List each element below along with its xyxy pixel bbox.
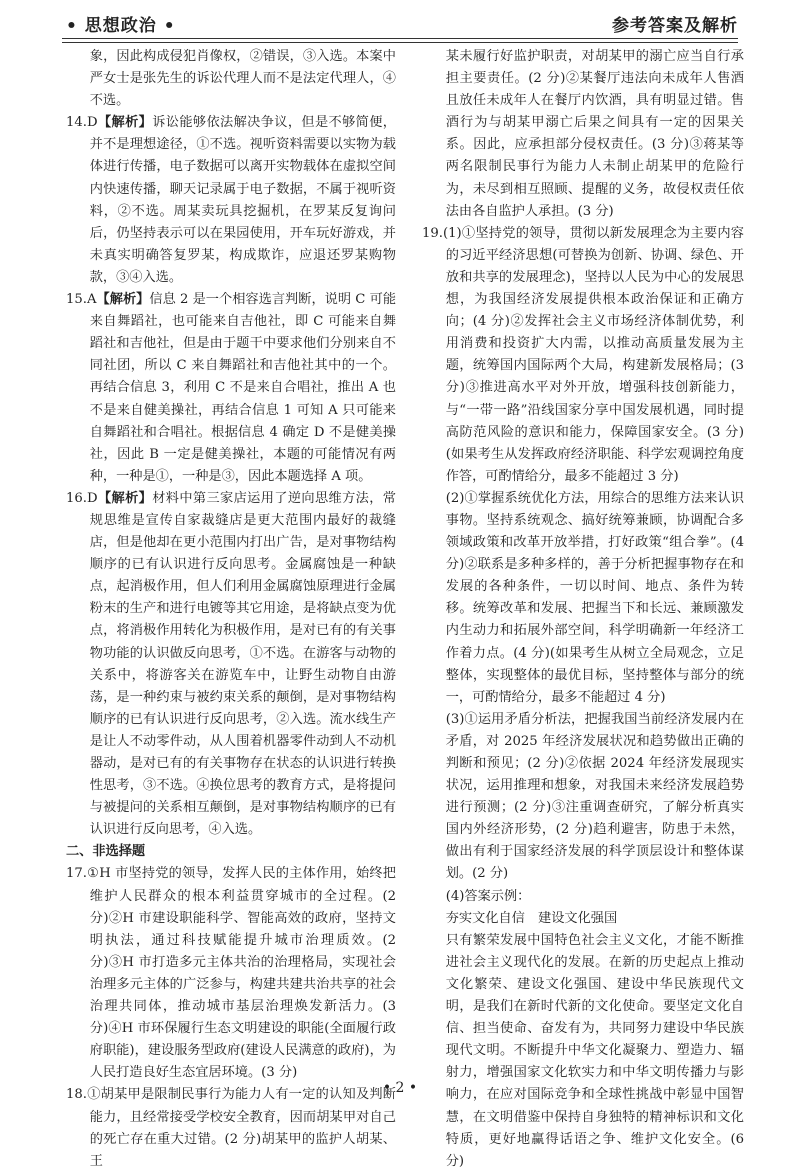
answer-15 bbox=[66, 289, 396, 488]
answer-19-part-4-label: (4)答案示例： bbox=[445, 888, 531, 904]
answer-text: ①H 市坚持党的领导，发挥人民的主体作用，始终把维护人民群众的根本利益贯穿城市的全过程。(2 分)②H 市建设职能科学、智能高效的政府，坚持文明执法，通过科技赋能提升城市治理质效。(2 分)③H 市打造多元主体共治的治理格局，实现社会治理多元主体的广泛参与，构建共建共治共享的社会治理共同体，推动城市基层治理焕发新活力。(3 分)④H 市环保履行生态文明建设的职能(全面履行政府职能)，建设服务型政府(建设人民满意的政府)，为人民打造良好生态宜居环境。(3 分) bbox=[86, 866, 396, 1081]
question-number: 14. bbox=[66, 115, 87, 131]
analysis-text: 信息 2 是一个相容选言判断，说明 C 可能来自舞蹈社，也可能来自吉他社，即 C 可能来自舞蹈社和吉他社，但是由于题干中要求他们分别来自不同社团，所以 C 来自舞蹈社和吉他社其中的一个。再结合信息 3，利用 C 不是来自合唱社，推出 A 也不是来自健美操社，再结合信息 1 可知 A 只可能来自舞蹈社和合唱社。根据信息 4 确定 D 不是健美操社，因此 B 一定是健美操社，本题的可能情况有两种，一种是①，一种是③，因此本题选择 A 项。 bbox=[89, 292, 397, 484]
header-rule-thin bbox=[62, 42, 738, 43]
question-number: 19. bbox=[422, 225, 443, 241]
answer-choice: D bbox=[86, 115, 98, 131]
question-number: 18. bbox=[66, 1087, 87, 1103]
right-column bbox=[422, 46, 744, 1173]
question-number: 16. bbox=[66, 490, 87, 506]
header-subject: • 思想政治 • bbox=[66, 16, 176, 36]
left-column bbox=[66, 46, 396, 1173]
answer-19-part-2: (2)①掌握系统优化方法，用综合的思维方法来认识事物。坚持系统观念、搞好统筹兼顾，协调配合多领域政策和改革开放举措，打好政策“组合拳”。(4 分)②联系是多种多样的，善于分析把握事物存在和发展的各种条件，一切以时间、地点、条件为转移。统筹改革和发展、把握当下和长远、兼顾激发内生动力和拓展外部空间，科学明确新一年经济工作着力点。(4 分)(如果考生从树立全局观念，立足整体，实现整体的最优目标，坚持整体与部分的统一，可酌情给分，最多不能超过 4 分) bbox=[445, 490, 744, 705]
answer-14 bbox=[66, 112, 396, 289]
answer-choice: A bbox=[86, 292, 97, 308]
answer-16 bbox=[66, 488, 396, 842]
answer-18-continued: 某未履行好监护职责，对胡某甲的溺亡应当自行承担主要责任。(2 分)②某餐厅违法向未成年人售酒且放任未成年人在餐厅内饮酒，具有明显过错。售酒行为与胡某甲溺亡后果之间具有一定的因果关系。因此，应承担部分侵权责任。(3 分)③蒋某等两名限制民事行为能力人未制止胡某甲的危险行为，未尽到相互照顾、提醒的义务，故侵权责任依法由各自监护人承担。(3 分) bbox=[445, 49, 744, 219]
analysis-tag: 【解析】 bbox=[97, 115, 153, 131]
answer-19-part-1 bbox=[422, 223, 744, 488]
answer-13-continued: 象，因此构成侵犯肖像权，②错误，③入选。本案中严女士是张先生的诉讼代理人而不是法定代理人，④不选。 bbox=[89, 49, 396, 109]
answer-17 bbox=[66, 863, 396, 1084]
section-heading: 二、非选择题 bbox=[66, 844, 146, 860]
answer-18 bbox=[66, 1084, 396, 1172]
header-title: 参考答案及解析 bbox=[612, 16, 738, 36]
page-number: • 2 • bbox=[382, 1080, 418, 1096]
header-rule-thick bbox=[62, 38, 738, 39]
analysis-tag: 【解析】 bbox=[96, 292, 150, 308]
answer-choice: D bbox=[86, 490, 98, 506]
analysis-text: 材料中第三家店运用了逆向思维方法，常规思维是宣传自家裁缝店是更大范围内最好的裁缝店，但是他却在更小范围内打出广告，是对事物结构顺序的已有认识进行反向思考。金属腐蚀是一种缺点，起消极作用，但人们利用金属腐蚀原理进行金属粉末的生产和进行电镀等其它用途，是将缺点变为优点，将消极作用转化为积极作用，是对已有的有关事物功能的认识做反向思考，①不选。在游客与动物的关系中，将游客关在游览车中，让野生动物自由游荡，是一种约束与被约束关系的颠倒，是对事物结构顺序的已有认识进行反向思考，②入选。流水线生产是让人不动零件动，从人围着机器零件动到人不动机器动，是对已有的有关事物存在状态的认识进行转换性思考，③不选。④换位思考的教育方式，是将提问与被提问的关系相互颠倒，是对事物结构顺序的已有认识进行反向思考，④入选。 bbox=[89, 490, 396, 838]
analysis-tag: 【解析】 bbox=[97, 490, 153, 506]
essay-title: 夯实文化自信 建设文化强国 bbox=[445, 910, 618, 926]
question-number: 15. bbox=[66, 292, 87, 308]
answer-text: (1)①坚持党的领导，贯彻以新发展理念为主要内容的习近平经济思想(可替换为创新、协调、绿色、开放和共享的发展理念)，坚持以人民为中心的发展思想，为我国经济发展提供根本政治保证和正确方向；(4 分)②发挥社会主义市场经济体制优势，利用消费和投资扩大内需，以推动高质量发展为主题，统筹国内国际两个大局，构建新发展格局；(3 分)③推进高水平对外开放，增强科技创新能力，与“一带一路”沿线国家分享中国发展机遇，同时提高防范风险的意识和能力，保障国家安全。(3 分)(如果考生从发挥政府经济职能、科学宏观调控角度作答，可酌情给分，最多不能超过 3 分) bbox=[442, 225, 744, 484]
answer-text: ①胡某甲是限制民事行为能力人有一定的认知及判断能力，且经常接受学校安全教育，因而胡某甲对自己的死亡存在重大过错。(2 分)胡某甲的监护人胡某、王 bbox=[86, 1087, 396, 1169]
analysis-text: 诉讼能够依法解决争议，但是不够简便，并不是理想途径，①不选。视听资料需要以实物为载体进行传播，电子数据可以离开实物载体在虚拟空间内快速传播，聊天记录属于电子数据，不属于视听资料，②不选。周某卖玩具挖掘机，在罗某反复询问后，仍坚持表示可以在果园使用，开车玩好游戏，并未真实明确答复罗某，构成欺诈，应退还罗某购物款，③④入选。 bbox=[89, 115, 396, 285]
answer-19-part-3: (3)①运用矛盾分析法，把握我国当前经济发展内在矛盾，对 2025 年经济发展状况和趋势做出正确的判断和预见；(2 分)②依据 2024 年经济发展现实状况，运用推理和想象，对我国未来经济发展趋势进行预测；(2 分)③注重调查研究，了解分析真实国内外经济形势，(2 分)趋利避害，防患于未然，做出有利于国家经济发展的科学顶层设计和整体谋划。(2 分) bbox=[445, 711, 744, 882]
essay-text: 只有繁荣发展中国特色社会主义文化，才能不断推进社会主义现代化的发展。在新的历史起点上推动文化繁荣、建设文化强国、建设中华民族现代文明，是我们在新时代新的文化使命。要坚定文化自信、担当使命、奋发有为，共同努力建设中华民族现代文明。不断提升中华文化凝聚力、塑造力、辐射力，增强国家文化软实力和中华文明传播力与影响力，在应对国际竞争和全球性挑战中彰显中国智慧，在文明借鉴中保持自身独特的精神标识和文化特质，更好地赢得话语之争、维护文化安全。(6 分) bbox=[445, 932, 744, 1169]
question-number: 17. bbox=[66, 866, 87, 882]
